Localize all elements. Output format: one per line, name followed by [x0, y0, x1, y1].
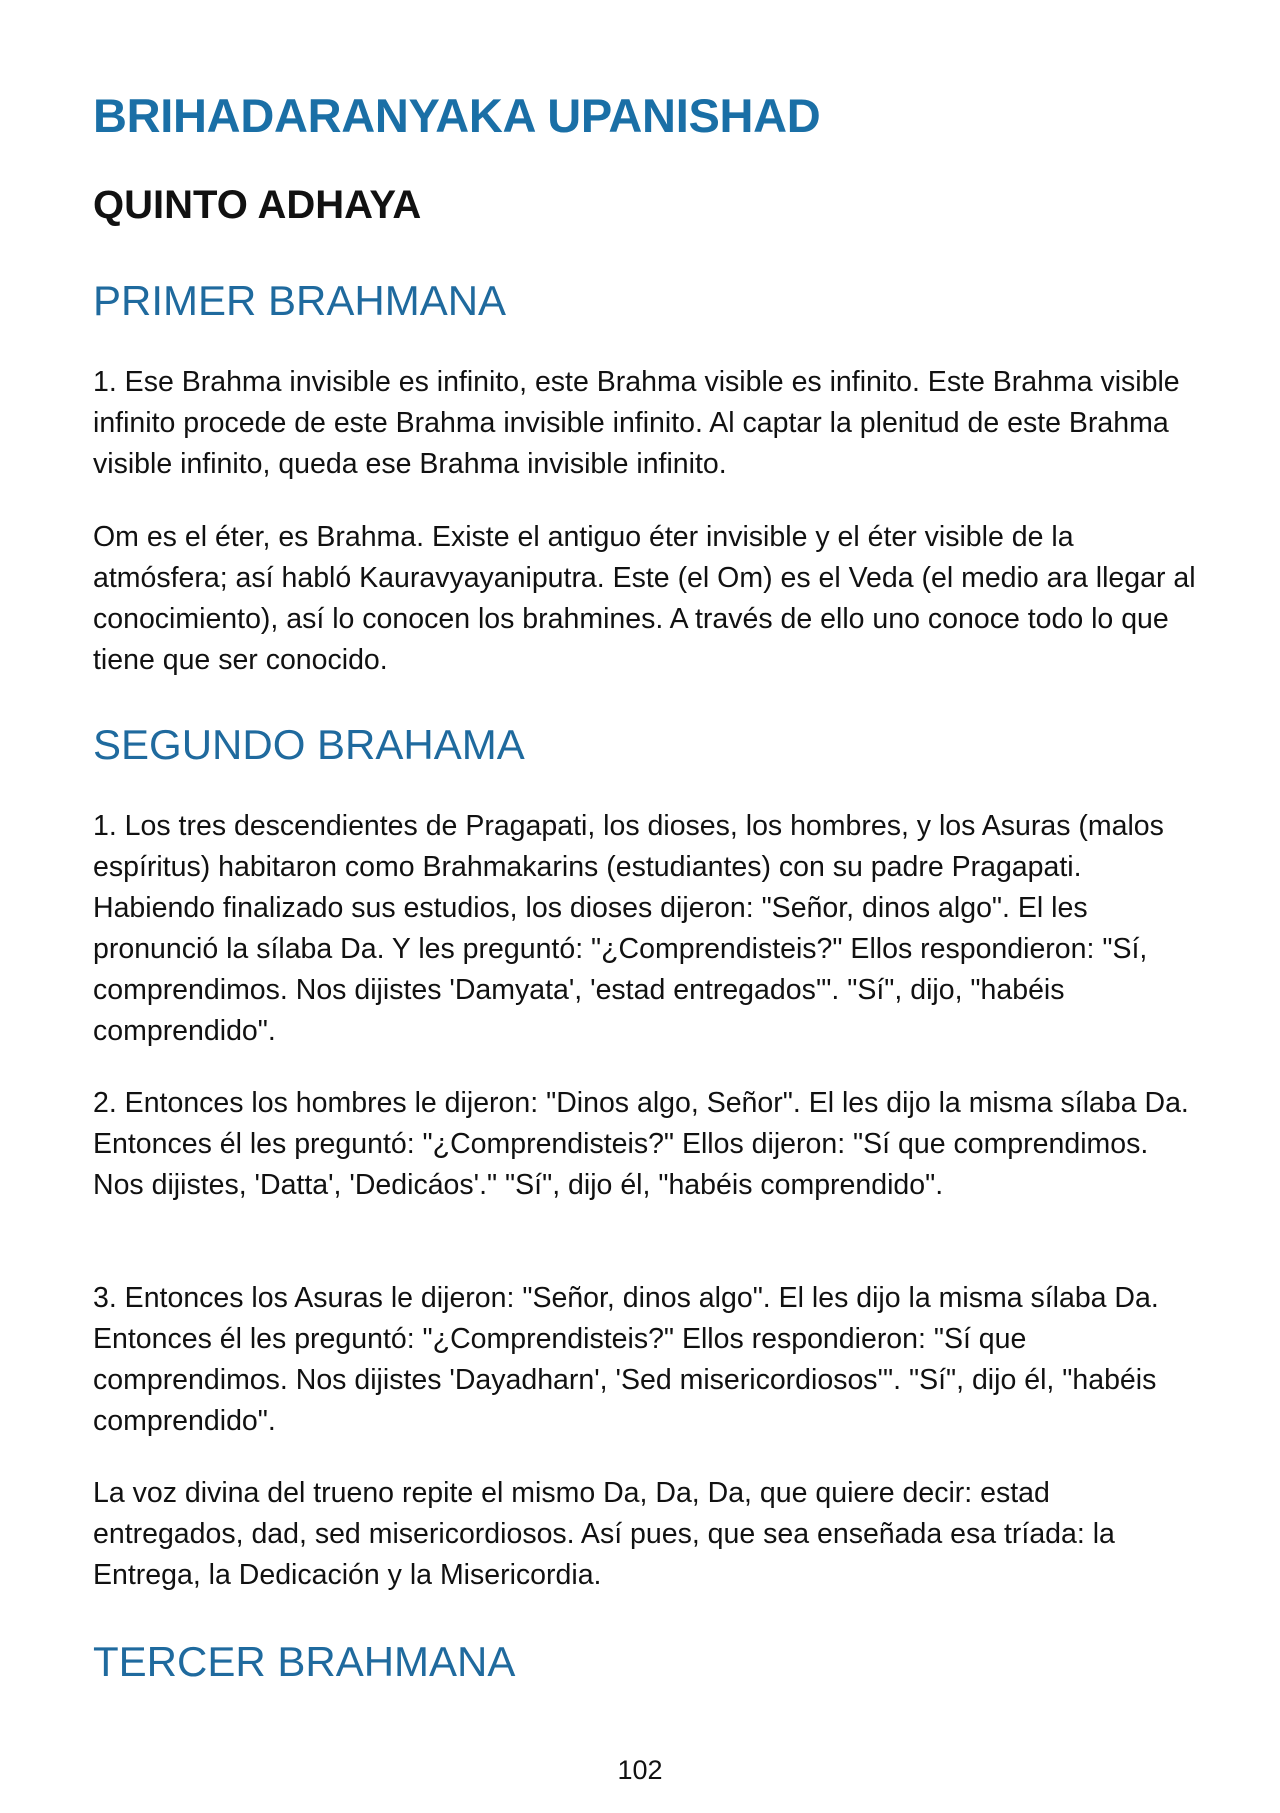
section-heading-segundo-brahama: SEGUNDO BRAHAMA [93, 721, 525, 768]
section-heading-primer-brahmana: PRIMER BRAHMANA [93, 277, 507, 324]
chapter-title: QUINTO ADHAYA [93, 183, 422, 227]
paragraph: 1. Los tres descendientes de Pragapati, los dioses, los hombres, y los Asuras (malos espíritus) habitaron como Brahmakarins (estudiantes) con su padre Pragapati. Habiendo finalizado sus estudios, los dioses dijeron: "Señor, dinos algo". El les pronunció la sílaba Da. Y les preguntó: "¿Comprendisteis?" Ellos respondieron: "Sí, comprendimos. Nos dijistes 'Damyata', 'estad entregados'". "Sí", dijo, "habéis comprendido". [93, 810, 1164, 1047]
document-title: BRIHADARANYAKA UPANISHAD [93, 89, 821, 142]
paragraph: La voz divina del trueno repite el mismo Da, Da, Da, que quiere decir: estad entregados, dad, sed misericordiosos. Así pues, que sea enseñada esa tríada: la Entrega, la Dedicación y la Misericordia. [93, 1477, 1115, 1591]
page-number: 102 [617, 1755, 663, 1785]
paragraph: Om es el éter, es Brahma. Existe el antiguo éter invisible y el éter visible de la atmósfera; así habló Kauravyayaniputra. Este (el Om) es el Veda (el medio ara llegar al conocimiento), así lo conocen los brahmines. A través de ello uno conoce todo lo que tiene que ser conocido. [93, 521, 1196, 676]
paragraph: 3. Entonces los Asuras le dijeron: "Señor, dinos algo". El les dijo la misma sílaba Da. Entonces él les preguntó: "¿Comprendisteis?" Ellos respondieron: "Sí que comprendimos. Nos dijistes 'Dayadharn', 'Sed misericordiosos'". "Sí", dijo él, "habéis comprendido". [93, 1282, 1159, 1437]
section-heading-tercer-brahmana: TERCER BRAHMANA [93, 1638, 516, 1685]
paragraph: 2. Entonces los hombres le dijeron: "Dinos algo, Señor". El les dijo la misma sílaba Da. Entonces él les preguntó: "¿Comprendisteis?" Ellos dijeron: "Sí que comprendimos. Nos dijistes, 'Datta', 'Dedicáos'." "Sí", dijo él, "habéis comprendido". [93, 1087, 1189, 1201]
paragraph: 1. Ese Brahma invisible es infinito, este Brahma visible es infinito. Este Brahma visible infinito procede de este Brahma invisible infinito. Al captar la plenitud de este Brahma visible infinito, queda ese Brahma invisible infinito. [93, 366, 1180, 480]
